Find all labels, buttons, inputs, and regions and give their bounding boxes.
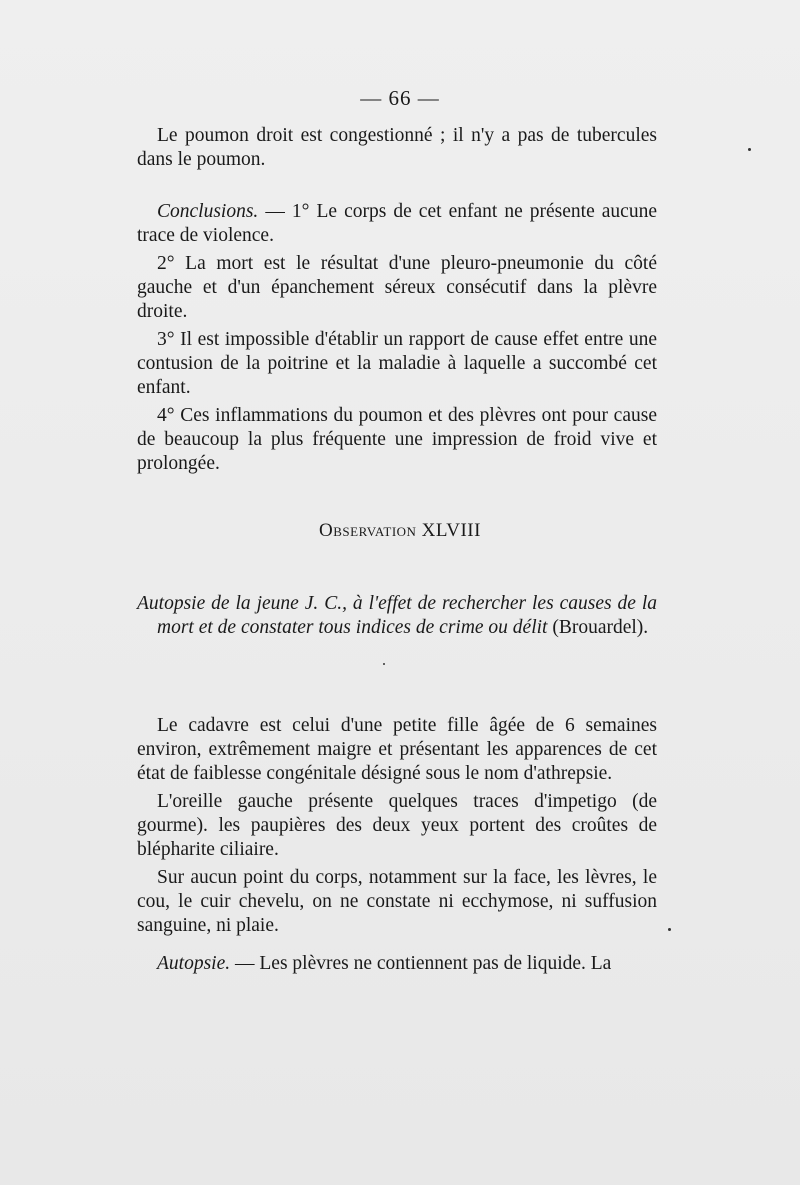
paragraph bbox=[137, 952, 657, 976]
autopsie-label: Autopsie. bbox=[157, 953, 231, 974]
section-heading: Observation XLVIII bbox=[319, 520, 481, 541]
paragraph-text: 4° Ces inflammations du poumon et des plèvres ont pour cause de beaucoup la plus fréquente une impression de froid vive et prolongée. bbox=[137, 405, 657, 474]
paper-speck bbox=[748, 148, 751, 151]
paragraph-text: 3° Il est impossible d'établir un rapport de cause effet entre une contusion de la poitrine et la maladie à laquelle a succombé cet enfant. bbox=[137, 329, 657, 398]
text-block-1 bbox=[137, 124, 657, 172]
paragraph bbox=[137, 124, 657, 172]
paragraph bbox=[137, 790, 657, 862]
conclusions-label: Conclusions. bbox=[157, 201, 259, 222]
paragraph-text: — Les plèvres ne contiennent pas de liquide. La bbox=[230, 953, 612, 974]
paragraph-text: Le poumon droit est congestionné ; il n'y a pas de tubercules dans le poumon. bbox=[137, 125, 657, 170]
paper-speck bbox=[383, 663, 385, 665]
paragraph-text: 2° La mort est le résultat d'une pleuro-pneumonie du côté gauche et d'un épanchement séreux consécutif dans la plèvre droite. bbox=[137, 253, 657, 322]
autopsie-title-tail: (Brouardel). bbox=[547, 617, 649, 638]
paragraph bbox=[137, 252, 657, 324]
paragraph-text: L'oreille gauche présente quelques traces d'impetigo (de gourme). les paupières des deux yeux portent des croûtes de blépharite ciliaire. bbox=[137, 791, 657, 860]
paragraph-text: Sur aucun point du corps, notamment sur la face, les lèvres, le cou, le cuir chevelu, on ne constate ni ecchymose, ni suffusion sanguine, ni plaie. bbox=[137, 867, 657, 936]
paragraph bbox=[137, 200, 657, 248]
paragraph bbox=[137, 866, 657, 938]
paragraph bbox=[137, 714, 657, 786]
paragraph bbox=[137, 592, 657, 640]
page-number: — 66 — bbox=[360, 86, 440, 110]
paragraph-text: Le cadavre est celui d'une petite fille âgée de 6 semaines environ, extrêmement maigre et présentant les apparences de cet état de faiblesse congénitale désigné sous le nom d'athrepsie. bbox=[137, 715, 657, 784]
paragraph bbox=[137, 404, 657, 476]
autopsie-title: Autopsie de la jeune J. C., à l'effet de rechercher les causes de la mort et de constater tous indices de crime ou délit bbox=[137, 593, 657, 638]
text-block-4 bbox=[137, 714, 657, 976]
paragraph bbox=[137, 328, 657, 400]
text-block-conclusions bbox=[137, 200, 657, 476]
paragraph-text: — 1° Le corps de cet enfant ne présente aucune trace de violence. bbox=[137, 201, 657, 246]
paper-speck bbox=[668, 928, 671, 931]
text-block-autopsie-title bbox=[137, 592, 657, 640]
